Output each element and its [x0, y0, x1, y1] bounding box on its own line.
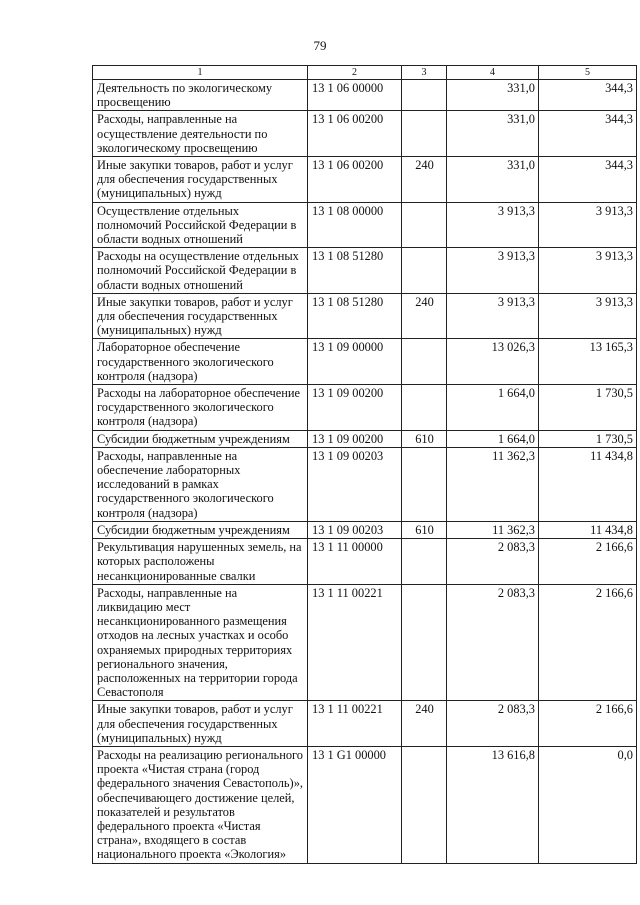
row-name-cell: Расходы на лабораторное обеспечение государственного экологического контроля (надзора): [93, 385, 308, 431]
row-expense-type-cell: 610: [402, 521, 447, 538]
row-amount-year1-cell: 2 083,3: [447, 539, 539, 585]
header-col-2: 2: [308, 66, 402, 80]
row-code-cell: 13 1 06 00200: [308, 111, 402, 157]
table-row: [93, 447, 637, 521]
row-amount-year2-cell: 3 913,3: [539, 293, 637, 339]
row-amount-year2-cell: 344,3: [539, 157, 637, 203]
row-amount-year1-cell: 331,0: [447, 111, 539, 157]
row-code-cell: 13 1 08 00000: [308, 202, 402, 248]
row-amount-year2-cell: 3 913,3: [539, 202, 637, 248]
row-code-cell: 13 1 06 00200: [308, 157, 402, 203]
table-row: [93, 385, 637, 431]
row-amount-year1-cell: 2 083,3: [447, 701, 539, 747]
table-row: [93, 430, 637, 447]
table-row: [93, 202, 637, 248]
row-amount-year1-cell: 331,0: [447, 157, 539, 203]
row-code-cell: 13 1 09 00200: [308, 430, 402, 447]
row-code-cell: 13 1 09 00200: [308, 385, 402, 431]
table-row: [93, 248, 637, 294]
row-amount-year2-cell: 2 166,6: [539, 539, 637, 585]
header-col-3: 3: [402, 66, 447, 80]
row-expense-type-cell: 240: [402, 701, 447, 747]
row-amount-year2-cell: 0,0: [539, 746, 637, 863]
row-expense-type-cell: 240: [402, 157, 447, 203]
row-amount-year1-cell: 11 362,3: [447, 447, 539, 521]
table-header-row: [93, 66, 637, 80]
row-amount-year2-cell: 11 434,8: [539, 447, 637, 521]
row-amount-year2-cell: 11 434,8: [539, 521, 637, 538]
row-amount-year1-cell: 1 664,0: [447, 430, 539, 447]
header-col-4: 4: [447, 66, 539, 80]
row-expense-type-cell: [402, 746, 447, 863]
row-amount-year1-cell: 13 026,3: [447, 339, 539, 385]
row-name-cell: Иные закупки товаров, работ и услуг для обеспечения государственных (муниципальных) нужд: [93, 157, 308, 203]
row-expense-type-cell: [402, 202, 447, 248]
row-name-cell: Расходы, направленные на осуществление деятельности по экологическому просвещению: [93, 111, 308, 157]
row-amount-year1-cell: 3 913,3: [447, 248, 539, 294]
row-amount-year2-cell: 2 166,6: [539, 701, 637, 747]
row-amount-year1-cell: 3 913,3: [447, 293, 539, 339]
row-code-cell: 13 1 09 00203: [308, 521, 402, 538]
table-row: [93, 339, 637, 385]
row-amount-year2-cell: 344,3: [539, 111, 637, 157]
row-name-cell: Иные закупки товаров, работ и услуг для обеспечения государственных (муниципальных) нужд: [93, 701, 308, 747]
table-row: [93, 746, 637, 863]
row-name-cell: Расходы, направленные на обеспечение лабораторных исследований в рамках государственного экологического контроля (надзора): [93, 447, 308, 521]
table-row: [93, 293, 637, 339]
header-col-1: 1: [93, 66, 308, 80]
row-name-cell: Рекультивация нарушенных земель, на которых расположены несанкционированные свалки: [93, 539, 308, 585]
row-expense-type-cell: 610: [402, 430, 447, 447]
row-code-cell: 13 1 G1 00000: [308, 746, 402, 863]
table-row: [93, 584, 637, 701]
row-amount-year2-cell: 2 166,6: [539, 584, 637, 701]
row-expense-type-cell: [402, 339, 447, 385]
table-row: [93, 701, 637, 747]
row-amount-year2-cell: 3 913,3: [539, 248, 637, 294]
row-code-cell: 13 1 11 00221: [308, 701, 402, 747]
row-code-cell: 13 1 11 00221: [308, 584, 402, 701]
header-col-5: 5: [539, 66, 637, 80]
row-expense-type-cell: [402, 584, 447, 701]
row-expense-type-cell: [402, 385, 447, 431]
row-name-cell: Субсидии бюджетным учреждениям: [93, 521, 308, 538]
row-name-cell: Субсидии бюджетным учреждениям: [93, 430, 308, 447]
row-amount-year1-cell: 11 362,3: [447, 521, 539, 538]
table-row: [93, 157, 637, 203]
row-expense-type-cell: [402, 447, 447, 521]
row-code-cell: 13 1 11 00000: [308, 539, 402, 585]
row-code-cell: 13 1 08 51280: [308, 293, 402, 339]
row-code-cell: 13 1 06 00000: [308, 80, 402, 111]
row-expense-type-cell: 240: [402, 293, 447, 339]
page-number: 79: [313, 38, 327, 53]
table-row: [93, 80, 637, 111]
row-amount-year2-cell: 1 730,5: [539, 430, 637, 447]
row-amount-year1-cell: 1 664,0: [447, 385, 539, 431]
row-code-cell: 13 1 09 00203: [308, 447, 402, 521]
row-amount-year1-cell: 2 083,3: [447, 584, 539, 701]
row-expense-type-cell: [402, 539, 447, 585]
row-name-cell: Лабораторное обеспечение государственного экологического контроля (надзора): [93, 339, 308, 385]
table-row: [93, 111, 637, 157]
row-amount-year1-cell: 13 616,8: [447, 746, 539, 863]
row-amount-year2-cell: 344,3: [539, 80, 637, 111]
table-row: [93, 521, 637, 538]
row-amount-year1-cell: 331,0: [447, 80, 539, 111]
row-name-cell: Расходы на осуществление отдельных полномочий Российской Федерации в области водных отношений: [93, 248, 308, 294]
row-name-cell: Осуществление отдельных полномочий Российской Федерации в области водных отношений: [93, 202, 308, 248]
row-expense-type-cell: [402, 248, 447, 294]
row-code-cell: 13 1 08 51280: [308, 248, 402, 294]
row-expense-type-cell: [402, 111, 447, 157]
row-expense-type-cell: [402, 80, 447, 111]
row-name-cell: Деятельность по экологическому просвещению: [93, 80, 308, 111]
row-amount-year2-cell: 13 165,3: [539, 339, 637, 385]
budget-table: [92, 65, 637, 864]
row-name-cell: Расходы, направленные на ликвидацию мест несанкционированного размещения отходов на лесных участках и особо охраняемых природных территориях регионального значения, расположенных на территории города Севастополя: [93, 584, 308, 701]
table-body: [93, 80, 637, 864]
row-name-cell: Иные закупки товаров, работ и услуг для обеспечения государственных (муниципальных) нужд: [93, 293, 308, 339]
table-row: [93, 539, 637, 585]
row-code-cell: 13 1 09 00000: [308, 339, 402, 385]
row-name-cell: Расходы на реализацию регионального проекта «Чистая страна (город федерального значения Севастополь)», обеспечивающего достижение целей, показателей и результатов федерального проекта «Чистая страна», входящего в состав национального проекта «Экология»: [93, 746, 308, 863]
row-amount-year2-cell: 1 730,5: [539, 385, 637, 431]
row-amount-year1-cell: 3 913,3: [447, 202, 539, 248]
